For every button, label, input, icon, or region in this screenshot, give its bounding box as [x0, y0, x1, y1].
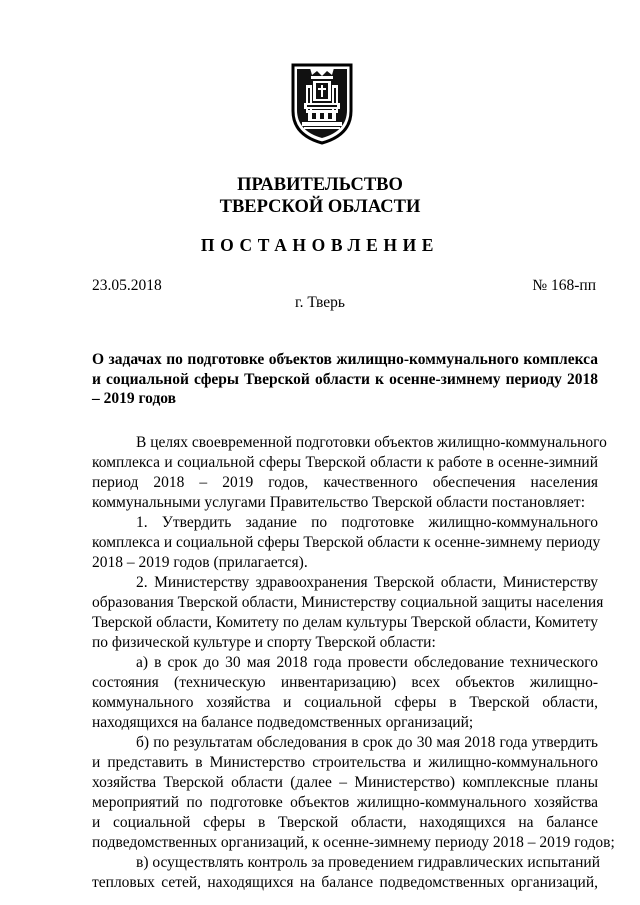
- body-line: состояния (техническую инвентаризацию) всех объектов жилищно-: [92, 674, 598, 691]
- body-line: В целях своевременной подготовки объектов жилищно-коммунального: [136, 434, 607, 451]
- government-name-line2: ТВЕРСКОЙ ОБЛАСТИ: [219, 197, 421, 217]
- document-title: О задачах по подготовке объектов жилищно-коммунального комплекса и социальной сферы Тверской области к осенне-зимнему периоду 2018 – 2019 годов: [92, 351, 598, 407]
- body-line: хозяйства Тверской области (далее – Министерство) комплексные планы: [92, 774, 598, 791]
- body-line: и представить в Министерство строительства и жилищно-коммунального: [92, 754, 598, 771]
- body-line: подведомственных организаций, к осенне-зимнему периоду 2018 – 2019 годов;: [92, 834, 615, 851]
- document-number: № 168-пп: [532, 277, 596, 294]
- body-line: коммунального хозяйства и социальной сферы в Тверской области,: [92, 694, 598, 711]
- body-line: Тверской области, Комитету по делам культуры Тверской области, Комитету: [92, 614, 598, 631]
- government-name-line1: ПРАВИТЕЛЬСТВО: [237, 175, 403, 195]
- body-line: комплекса и социальной сферы Тверской области к осенне-зимнему периоду: [92, 534, 601, 551]
- body-line: образования Тверской области, Министерству социальной защиты населения: [92, 594, 604, 611]
- body-line: 2. Министерству здравоохранения Тверской области, Министерству: [136, 574, 598, 591]
- document-type: ПОСТАНОВЛЕНИЕ: [200, 235, 440, 255]
- body-line: 2018 – 2019 годов (прилагается).: [92, 554, 308, 571]
- document-date: 23.05.2018: [92, 277, 162, 294]
- body-line: 1. Утвердить задание по подготовке жилищно-коммунального: [136, 514, 598, 531]
- body-line: находящихся на балансе подведомственных организаций;: [92, 714, 474, 731]
- body-line: и социальной сферы в Тверской области, находящихся на балансе: [92, 814, 598, 831]
- body-line: коммунальными услугами Правительство Тверской области постановляет:: [92, 494, 586, 511]
- document-city: г. Тверь: [295, 294, 345, 311]
- body-line: по физической культуре и спорту Тверской области:: [92, 634, 436, 651]
- body-line: период 2018 – 2019 годов, качественного обеспечения населения: [92, 474, 598, 491]
- body-line: тепловых сетей, находящихся на балансе подведомственных организаций,: [92, 874, 598, 891]
- body-line: комплекса и социальной сферы Тверской области к работе в осенне-зимний: [92, 454, 598, 471]
- body-line: в) осуществлять контроль за проведением гидравлических испытаний: [136, 854, 601, 871]
- body-line: а) в срок до 30 мая 2018 года провести обследование технического: [136, 654, 598, 671]
- tver-coat-of-arms-icon: [290, 63, 354, 145]
- body-line: мероприятий по подготовке объектов жилищно-коммунального хозяйства: [92, 794, 598, 811]
- body-line: б) по результатам обследования в срок до 30 мая 2018 года утвердить: [136, 734, 598, 751]
